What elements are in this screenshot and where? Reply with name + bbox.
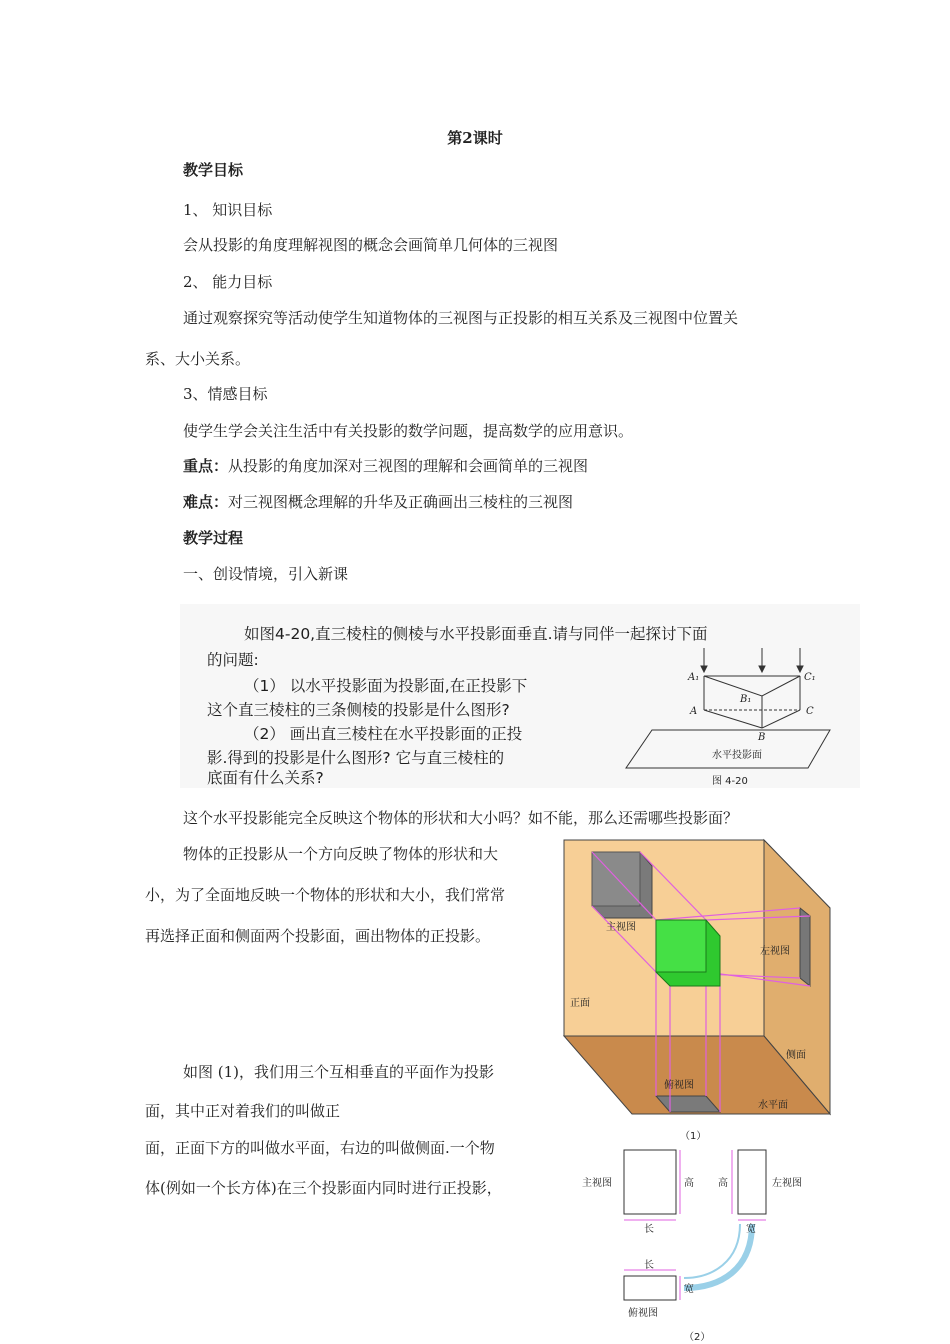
fig1-caption: （1） <box>680 1131 707 1142</box>
para1-line3: 再选择正面和侧面两个投影面，画出物体的正投影。 <box>145 927 491 945</box>
key-point-label: 重点： <box>183 457 229 475</box>
goal2-text-line1: 通过观察探究等活动使学生知道物体的三视图与正投影的相互关系及三视图中位置关 <box>183 309 739 327</box>
para2-line4: 体(例如一个长方体)在三个投影面内同时进行正投影， <box>145 1179 502 1197</box>
difficult-point-label: 难点： <box>183 493 229 511</box>
point-a1-label: A₁ <box>688 672 700 683</box>
excerpt-line1: 如图4-20,直三棱柱的侧棱与水平投影面垂直.请与同伴一起探讨下面 <box>244 625 708 643</box>
fig1-side-face-label: 侧面 <box>786 1050 806 1061</box>
para1-line2: 小，为了全面地反映一个物体的形状和大小，我们常常 <box>145 886 506 904</box>
excerpt-line3: （1） 以水平投影面为投影面,在正投影下 <box>244 677 528 695</box>
point-a-label: A <box>690 706 698 717</box>
fig2-length1-label: 长 <box>644 1224 654 1235</box>
para2-line3: 面，正面下方的叫做水平面，右边的叫做侧面.一个物 <box>145 1139 495 1157</box>
fig1-horizontal-face-label: 水平面 <box>758 1100 788 1111</box>
page-title: 第2课时 <box>447 129 503 147</box>
fig1-front-view-label: 主视图 <box>606 922 636 933</box>
point-c1-label: C₁ <box>804 672 816 683</box>
fig2-length2-label: 长 <box>644 1260 654 1271</box>
fig2-front-view-label: 主视图 <box>582 1178 612 1189</box>
fig2-left-view-label: 左视图 <box>772 1178 802 1189</box>
projection-planes-figure <box>560 836 840 1146</box>
fig2-width2-label: 宽 <box>684 1284 694 1295</box>
point-c-label: C <box>806 706 814 717</box>
goal1-text: 会从投影的角度理解视图的概念会画简单几何体的三视图 <box>183 236 559 254</box>
para2-line1: 如图 (1)，我们用三个互相垂直的平面作为投影 <box>183 1063 495 1081</box>
three-views-figure <box>580 1140 820 1344</box>
point-b-label: B <box>758 732 766 743</box>
goal1-title: 1、 知识目标 <box>183 201 273 219</box>
key-point-text: 从投影的角度加深对三视图的理解和会画简单的三视图 <box>228 457 589 475</box>
step1-title: 一、创设情境，引入新课 <box>183 565 349 583</box>
difficult-point-text: 对三视图概念理解的升华及正确画出三棱柱的三视图 <box>228 493 574 511</box>
fig2-height2-label: 高 <box>718 1178 728 1189</box>
figure-caption: 图 4-20 <box>712 776 748 787</box>
fig2-width1-label: 宽 <box>746 1224 756 1235</box>
textbook-excerpt <box>180 604 860 788</box>
fig2-caption: （2） <box>684 1332 711 1343</box>
difficult-point <box>183 492 573 512</box>
goal2-title: 2、 能力目标 <box>183 273 273 291</box>
prism-figure <box>616 642 860 788</box>
excerpt-line2: 的问题: <box>207 651 259 669</box>
fig1-front-face-label: 正面 <box>570 998 590 1009</box>
section-heading-process: 教学过程 <box>183 529 244 547</box>
goal2-text-line2: 系、大小关系。 <box>145 350 251 368</box>
fig2-top-view-label: 俯视图 <box>628 1308 658 1319</box>
goal3-title: 3、情感目标 <box>183 385 268 403</box>
excerpt-line7: 底面有什么关系? <box>207 769 324 787</box>
plane-label: 水平投影面 <box>712 750 762 761</box>
para1-line1: 物体的正投影从一个方向反映了物体的形状和大 <box>183 845 499 863</box>
goal3-text: 使学生学会关注生活中有关投影的数学问题，提高数学的应用意识。 <box>183 422 634 440</box>
section-heading-goals: 教学目标 <box>183 161 244 179</box>
excerpt-line6: 影.得到的投影是什么图形? 它与直三棱柱的 <box>207 749 505 767</box>
excerpt-line5: （2） 画出直三棱柱在水平投影面的正投 <box>244 725 523 743</box>
fig1-top-view-label: 俯视图 <box>664 1080 694 1091</box>
excerpt-line4: 这个直三棱柱的三条侧棱的投影是什么图形? <box>207 701 510 719</box>
question-line: 这个水平投影能完全反映这个物体的形状和大小吗？如不能，那么还需哪些投影面？ <box>183 809 739 827</box>
fig1-left-view-label: 左视图 <box>760 946 790 957</box>
point-b1-label: B₁ <box>740 694 752 705</box>
para2-line2: 面，其中正对着我们的叫做正 <box>145 1102 341 1120</box>
fig2-height1-label: 高 <box>684 1178 694 1189</box>
key-point <box>183 456 588 476</box>
